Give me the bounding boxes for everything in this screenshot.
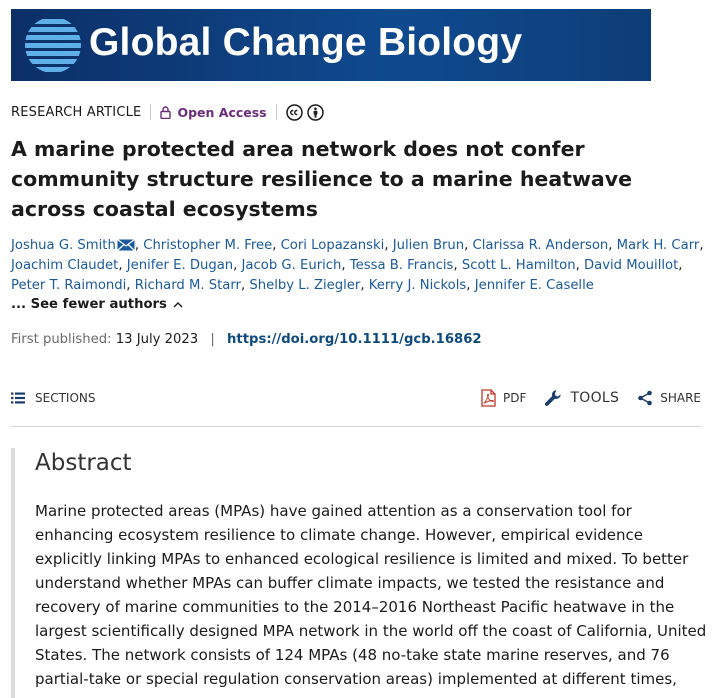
- article-meta-row: [11, 101, 324, 123]
- publication-info: [11, 332, 482, 347]
- author-separator: ,: [699, 238, 704, 253]
- cc-icon: [286, 104, 303, 121]
- author-link[interactable]: Julien Brun: [392, 238, 465, 253]
- author-link[interactable]: Joachim Claudet: [11, 258, 119, 273]
- see-fewer-authors-toggle[interactable]: [11, 297, 183, 312]
- author-separator: ,: [384, 238, 393, 253]
- pdf-button[interactable]: [481, 389, 526, 407]
- separator: |: [210, 332, 215, 347]
- author-separator: ,: [608, 238, 617, 253]
- open-access-badge[interactable]: [160, 105, 266, 120]
- toolbar-divider: [11, 426, 701, 427]
- globe-logo-icon: [17, 15, 89, 75]
- author-separator: ,: [233, 258, 242, 273]
- author-separator: ,: [240, 278, 250, 293]
- share-button[interactable]: [637, 390, 701, 406]
- author-separator: ,: [134, 238, 144, 253]
- author-link[interactable]: Christopher M. Free: [143, 238, 273, 253]
- see-fewer-label: ... See fewer authors: [11, 297, 167, 312]
- author-link[interactable]: Joshua G. Smith: [11, 238, 135, 253]
- share-label: SHARE: [660, 391, 701, 405]
- author-link[interactable]: Mark H. Carr: [616, 238, 700, 253]
- author-link[interactable]: Richard M. Starr: [134, 278, 241, 293]
- tools-label: TOOLS: [570, 390, 620, 406]
- author-separator: ,: [360, 278, 369, 293]
- article-title: A marine protected area network does not confer community structure resilience to a marine heatwave across coastal ecosystems: [11, 137, 632, 221]
- author-separator: ,: [466, 278, 475, 293]
- tools-button[interactable]: [544, 389, 619, 408]
- article-type: RESEARCH ARTICLE: [11, 104, 142, 120]
- toolbar-actions: [463, 389, 701, 408]
- published-date: 13 July 2023: [115, 332, 199, 347]
- license-icons[interactable]: [286, 104, 324, 121]
- author-separator: ,: [464, 238, 473, 253]
- author-link[interactable]: Tessa B. Francis: [349, 258, 454, 273]
- open-access-label: Open Access: [177, 104, 267, 120]
- author-separator: ,: [678, 258, 683, 273]
- pdf-label: PDF: [503, 391, 527, 405]
- list-icon: [11, 392, 25, 404]
- divider: [276, 104, 277, 120]
- author-link[interactable]: Peter T. Raimondi: [11, 278, 127, 293]
- mail-icon[interactable]: [117, 239, 135, 251]
- author-separator: ,: [453, 258, 462, 273]
- pdf-icon: [481, 389, 496, 407]
- abstract-section: [11, 448, 705, 698]
- author-separator: ,: [118, 258, 127, 273]
- author-link[interactable]: Shelby L. Ziegler: [249, 278, 361, 293]
- journal-title: Global Change Biology: [89, 21, 523, 64]
- share-icon: [637, 390, 653, 406]
- author-link[interactable]: Jacob G. Eurich: [241, 258, 342, 273]
- lock-icon: [160, 106, 171, 119]
- sections-label: SECTIONS: [35, 391, 96, 405]
- article-toolbar: [11, 386, 701, 410]
- author-link[interactable]: Kerry J. Nickols: [368, 278, 467, 293]
- published-label: First published:: [11, 332, 112, 347]
- divider: [150, 104, 151, 120]
- abstract-text: Marine protected areas (MPAs) have gained attention as a conservation tool for enhancing ecosystem resilience to climate change. However, empirical evidence explicitly linking MPAs to enhanced ecological resilience is limited and mixed. To better understand whether MPAs can buffer climate impacts, we tested the resistance and recovery of marine communities to the 2014–2016 Northeast Pacific heatwave in the largest scientifically designed MPA network in the world off the coast of California, United States. The network consists of 124 MPAs (48 no-take state marine reserves, and 76 partial-take or special regulation conservation areas) implemented at different times,: [35, 502, 707, 688]
- author-link[interactable]: Clarissa R. Anderson: [472, 238, 609, 253]
- abstract-heading: Abstract: [35, 450, 132, 476]
- author-link[interactable]: Scott L. Hamilton: [461, 258, 576, 273]
- author-separator: ,: [341, 258, 350, 273]
- author-separator: ,: [126, 278, 135, 293]
- author-link[interactable]: Cori Lopazanski: [280, 238, 385, 253]
- by-icon: [307, 104, 324, 121]
- author-separator: ,: [272, 238, 281, 253]
- doi-link[interactable]: https://doi.org/10.1111/gcb.16862: [227, 332, 482, 347]
- author-list: [11, 236, 709, 296]
- author-link[interactable]: David Mouillot: [583, 258, 679, 273]
- sections-button[interactable]: [11, 391, 96, 405]
- journal-banner[interactable]: [11, 9, 651, 81]
- chevron-up-icon: [173, 301, 183, 308]
- wrench-icon: [544, 389, 563, 408]
- author-link[interactable]: Jenifer E. Dugan: [126, 258, 234, 273]
- author-link[interactable]: Jennifer E. Caselle: [474, 278, 594, 293]
- author-separator: ,: [575, 258, 584, 273]
